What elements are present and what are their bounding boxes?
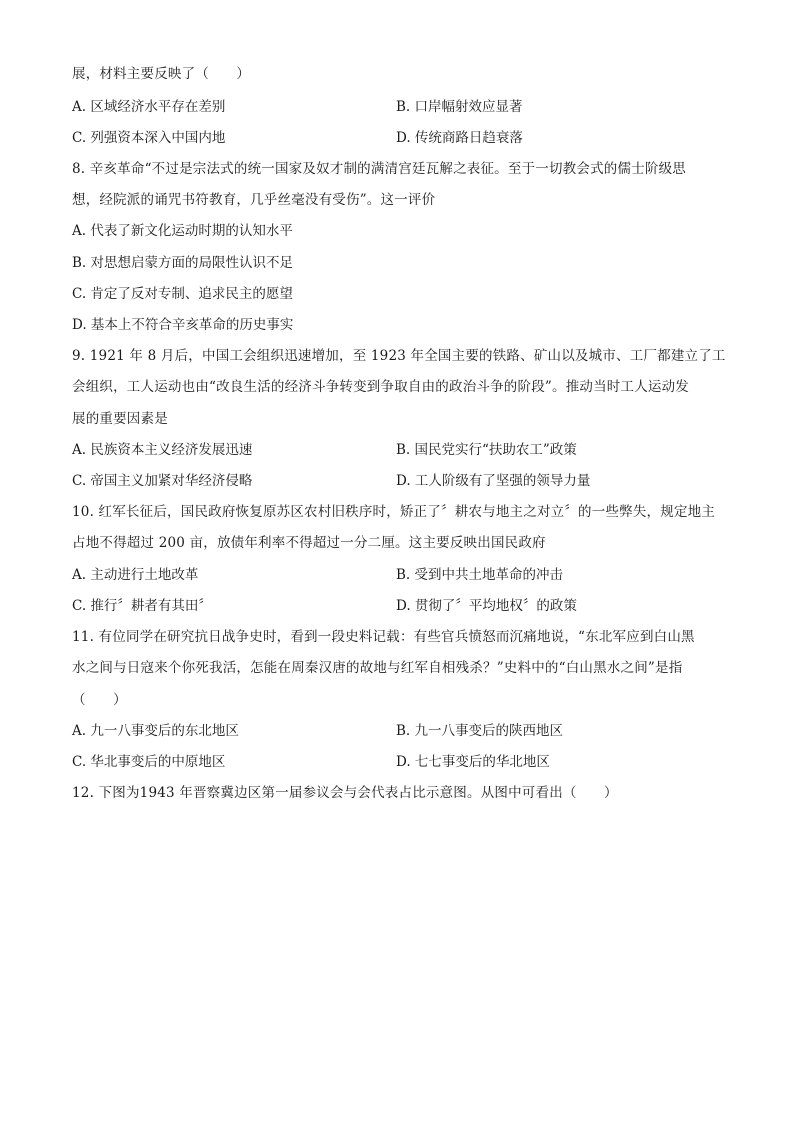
q8-option-b[interactable]: B. 对思想启蒙方面的局限性认识不足 <box>72 255 294 271</box>
q11-option-b[interactable]: B. 九一八事变后的陕西地区 <box>396 723 564 739</box>
q9-stem-line1: 9. 1921 年 8 月后，中国工会组织迅速增加，至 1923 年全国主要的铁路、矿山以及城市、工厂都建立了工 <box>72 348 726 364</box>
q9-stem-line3: 展的重要因素是 <box>72 411 168 427</box>
q8-stem-line2: 想，经院派的诵咒书符教育，几乎丝毫没有受伤”。这一评价 <box>72 192 436 208</box>
q10-option-d[interactable]: D. 贯彻了〞平均地权〞的政策 <box>396 598 577 614</box>
q12-stem-line1: 12. 下图为1943 年晋察冀边区第一届参议会与会代表占比示意图。从图中可看出（ ） <box>72 785 618 801</box>
q11-option-d[interactable]: D. 七七事变后的华北地区 <box>396 754 550 770</box>
q9-stem-line2: 会组织，工人运动也由“改良生活的经济斗争转变到争取自由的政治斗争的阶段”。推动当时工人运动发 <box>72 379 690 395</box>
q8-option-c[interactable]: C. 肯定了反对专制、追求民主的愿望 <box>72 286 293 302</box>
q11-option-c[interactable]: C. 华北事变后的中原地区 <box>72 754 226 770</box>
q10-stem-line2: 占地不得超过 200 亩，放债年利率不得超过一分二厘。这主要反映出国民政府 <box>72 535 546 551</box>
q11-stem-line3: （ ） <box>72 692 127 708</box>
q11-stem-line1: 11. 有位同学在研究抗日战争史时，看到一段史料记载：有些官兵愤怒而沉痛地说，“东北军应到白山黑 <box>72 629 695 645</box>
q7-stem-tail: 展，材料主要反映了（ ） <box>72 66 251 82</box>
q7-option-b[interactable]: B. 口岸幅射效应显著 <box>396 99 523 115</box>
q11-stem-line2: 水之间与日寇来个你死我活，怎能在周秦汉唐的故地与红军自相残杀？”史料中的“白山黑水之间”是指 <box>72 660 683 676</box>
q7-option-a[interactable]: A. 区域经济水平存在差别 <box>72 99 226 115</box>
q9-option-d[interactable]: D. 工人阶级有了坚强的领导力量 <box>396 473 591 489</box>
q8-stem-line1: 8. 辛亥革命“不过是宗法式的统一国家及奴才制的满清宫廷瓦解之表征。至于一切教会式的儒士阶级思 <box>72 161 686 177</box>
q7-option-d[interactable]: D. 传统商路日趋衰落 <box>396 130 523 146</box>
q10-option-a[interactable]: A. 主动进行土地改革 <box>72 567 199 583</box>
q9-option-a[interactable]: A. 民族资本主义经济发展迅速 <box>72 442 253 458</box>
q9-option-b[interactable]: B. 国民党实行“扶助农工”政策 <box>396 442 577 458</box>
q10-stem-line1: 10. 红军长征后，国民政府恢复原苏区农村旧秩序时，矫正了〞耕农与地主之对立〞的一些弊失，规定地主 <box>72 504 716 520</box>
q10-option-b[interactable]: B. 受到中共土地革命的冲击 <box>396 567 564 583</box>
q8-option-d[interactable]: D. 基本上不符合辛亥革命的历史事实 <box>72 317 294 333</box>
q9-option-c[interactable]: C. 帝国主义加紧对华经济侵略 <box>72 473 253 489</box>
q11-option-a[interactable]: A. 九一八事变后的东北地区 <box>72 723 239 739</box>
q7-option-c[interactable]: C. 列强资本深入中国内地 <box>72 130 226 146</box>
q10-option-c[interactable]: C. 推行〞耕者有其田〞 <box>72 598 212 614</box>
q8-option-a[interactable]: A. 代表了新文化运动时期的认知水平 <box>72 223 293 239</box>
